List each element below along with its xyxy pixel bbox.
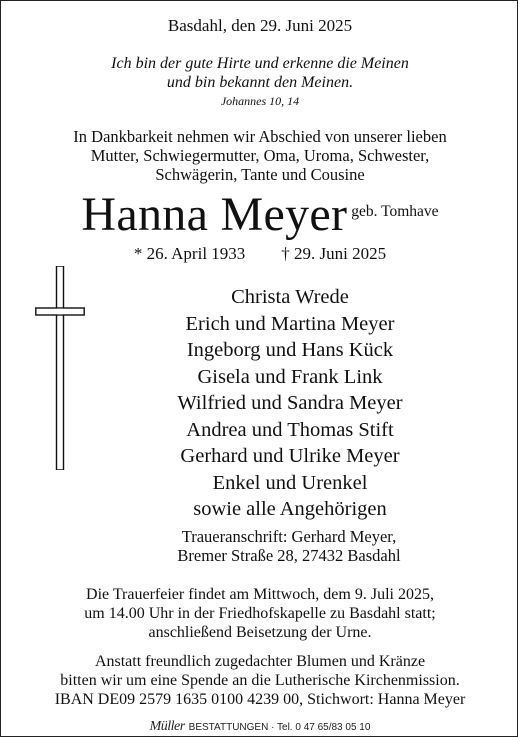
intro-line-1: In Dankbarkeit nehmen wir Abschied von unserer lieben: [73, 127, 447, 146]
mourners-list: [61, 284, 518, 523]
funeral-home-footer: [1, 719, 518, 735]
funeral-home-contact: BESTATTUNGEN · Tel. 0 47 65/83 05 10: [188, 722, 371, 733]
mourner-item: Gerhard und Ulrike Meyer: [180, 445, 400, 467]
deceased-name: Hanna Meyer: [81, 188, 348, 241]
mourner-item: Erich und Martina Meyer: [185, 312, 395, 335]
mourner-item: Christa Wrede: [231, 286, 349, 308]
funeral-home-signature: Müller: [149, 719, 185, 734]
mourning-address-line-2: Bremer Straße 28, 27432 Basdahl: [177, 546, 401, 565]
mourner-item: Wilfried und Sandra Meyer: [177, 392, 403, 414]
mourner-item: Ingeborg und Hans Kück: [186, 339, 394, 361]
donation-line-1: Anstatt freundlich zugedachter Blumen und Kränze: [94, 653, 426, 670]
donation-line-2: bitten wir um eine Spende an die Lutherische Kirchenmission.: [60, 672, 460, 689]
bible-quote-reference: Johannes 10, 14: [220, 94, 300, 108]
mourner-item: Enkel und Urenkel: [212, 471, 368, 494]
mourner-item: Gisela und Frank Link: [197, 365, 383, 388]
intro-line-2: Mutter, Schwiegermutter, Oma, Uroma, Schwester,: [90, 146, 430, 165]
bible-quote-line-1: Ich bin der gute Hirte und erkenne die Meinen: [111, 55, 409, 72]
life-dates: [1, 244, 518, 264]
funeral-info-line-3: anschließend Beisetzung der Urne.: [148, 624, 372, 641]
mourner-item: Andrea und Thomas Stift: [186, 418, 394, 441]
bible-quote-line-2: und bin bekannt den Meinen.: [166, 74, 354, 91]
donation-line-3: IBAN DE09 2579 1635 0100 4239 00, Stichwort: Hanna Meyer: [54, 691, 466, 708]
intro-line-3: Schwägerin, Tante und Cousine: [155, 165, 365, 184]
place-date: Basdahl, den 29. Juni 2025: [167, 16, 353, 35]
mourning-address-line-1: Traueranschrift: Gerhard Meyer,: [181, 527, 397, 546]
mourner-item: sowie alle Angehörigen: [193, 498, 387, 520]
maiden-name: geb. Tomhave: [351, 203, 439, 220]
death-date: † 29. Juni 2025: [281, 244, 387, 263]
funeral-info-line-2: um 14.00 Uhr in der Friedhofskapelle zu Basdahl statt;: [84, 605, 436, 622]
deceased-name-row: [1, 187, 518, 243]
funeral-info-line-1: Die Trauerfeier findet am Mittwoch, dem 9. Juli 2025,: [86, 586, 434, 603]
birth-date: * 26. April 1933: [133, 244, 246, 263]
